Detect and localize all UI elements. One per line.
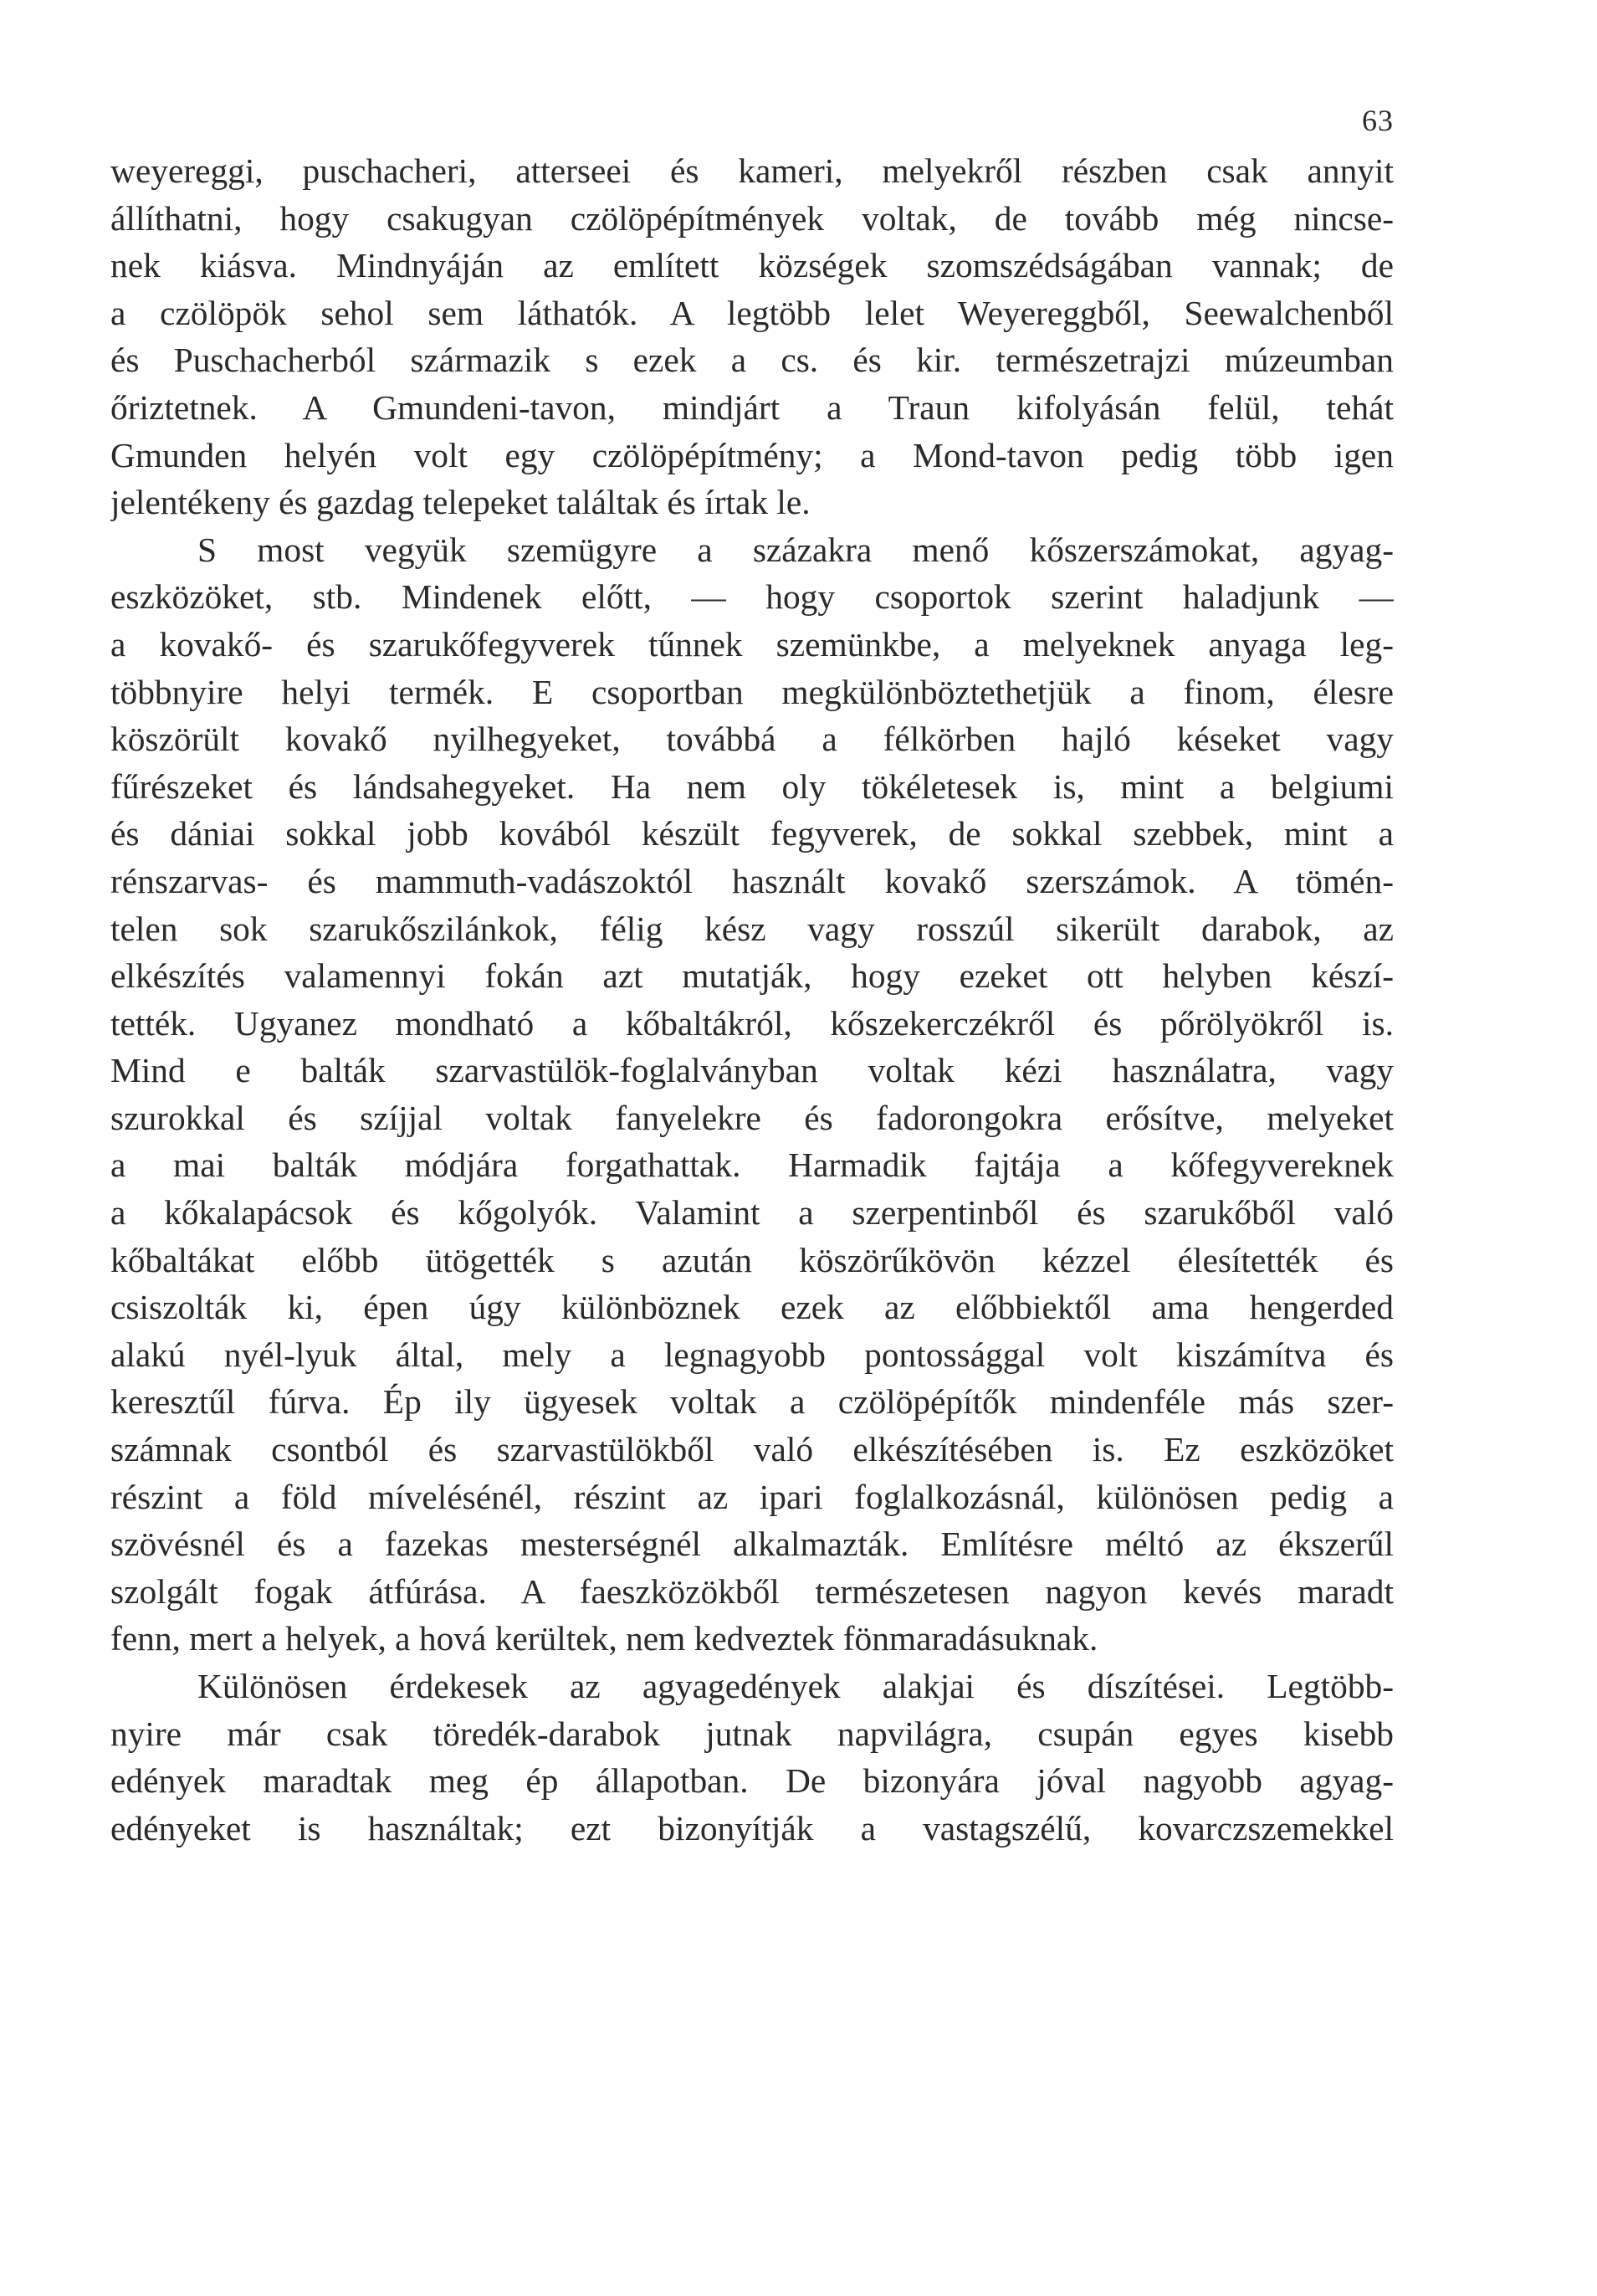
- text-line: Különösen érdekesek az agyagedények alakjai és díszítései. Legtöbb-: [197, 1667, 1394, 1705]
- text-line: jelentékeny és gazdag telepeket találtak és írtak le.: [110, 483, 811, 522]
- text-line: telen sok szarukőszilánkok, félig kész vagy rosszúl sikerült darabok, az: [110, 909, 1394, 948]
- text-line: és dániai sokkal jobb kovából készült fegyverek, de sokkal szebbek, mint a: [110, 814, 1394, 853]
- body-text: [110, 147, 1394, 1852]
- text-line: a mai balták módjára forgathattak. Harmadik fajtája a kőfegyvereknek: [110, 1145, 1394, 1185]
- text-line: fűrészeket és lándsahegyeket. Ha nem oly tökéletesek is, mint a belgiumi: [110, 766, 1394, 806]
- text-line: nyire már csak töredék-darabok jutnak napvilágra, csupán egyes kisebb: [110, 1714, 1394, 1753]
- text-line: edények maradtak meg ép állapotban. De bizonyára jóval nagyobb agyag-: [110, 1761, 1394, 1801]
- text-line: számnak csontból és szarvastülökből való elkészítésében is. Ez eszközöket: [110, 1430, 1394, 1469]
- text-line: köszörült kovakő nyilhegyeket, továbbá a félkörben hajló késeket vagy: [110, 720, 1394, 759]
- text-line: rénszarvas- és mammuth-vadászoktól használt kovakő szerszámok. A tömén-: [110, 861, 1394, 900]
- text-line: szövésnél és a fazekas mesterségnél alkalmazták. Említésre méltó az ékszerűl: [110, 1525, 1394, 1564]
- text-line: a kovakő- és szarukőfegyverek tűnnek szemünkbe, a melyeknek anyaga leg-: [110, 624, 1394, 664]
- text-line: részint a föld mívelésénél, részint az ipari foglalkozásnál, különösen pedig a: [110, 1477, 1394, 1516]
- text-line: edényeket is használtak; ezt bizonyítják a vastagszélű, kovarczszemekkel: [110, 1808, 1394, 1848]
- text-line: őriztetnek. A Gmundeni-tavon, mindjárt a Traun kifolyásán felül, tehát: [110, 387, 1394, 427]
- text-line: többnyire helyi termék. E csoportban megkülönböztethetjük a finom, élesre: [110, 672, 1394, 711]
- page-number: 63: [1362, 104, 1394, 137]
- text-line: elkészítés valamennyi fokán azt mutatják, hogy ezeket ott helyben készí-: [110, 956, 1394, 996]
- text-line: S most vegyük szemügyre a százakra menő kőszerszámokat, agyag-: [197, 530, 1394, 569]
- text-line: szolgált fogak átfúrása. A faeszközökből természetesen nagyon kevés maradt: [110, 1571, 1394, 1611]
- text-line: és Puschacherból származik s ezek a cs. és kir. természetrajzi múzeumban: [110, 341, 1394, 380]
- text-line: kőbaltákat előbb ütögették s azután köszörűkövön kézzel élesítették és: [110, 1240, 1394, 1279]
- text-line: tették. Ugyanez mondható a kőbaltákról, kőszekerczékről és pőrölyökről is.: [110, 1003, 1394, 1043]
- text-line: alakú nyél-lyuk által, mely a legnagyobb pontossággal volt kiszámítva és: [110, 1335, 1394, 1374]
- text-line: eszközöket, stb. Mindenek előtt, — hogy csoportok szerint haladjunk —: [110, 577, 1394, 617]
- text-line: a kőkalapácsok és kőgolyók. Valamint a szerpentinből és szarukőből való: [110, 1193, 1394, 1233]
- text-line: állíthatni, hogy csakugyan czölöpépítmények voltak, de tovább még nincse-: [110, 198, 1394, 238]
- text-line: fenn, mert a helyek, a hová kerültek, nem kedveztek fönmaradásuknak.: [110, 1619, 1098, 1658]
- text-line: csiszolták ki, épen úgy különböznek ezek az előbbiektől ama hengerded: [110, 1288, 1394, 1327]
- text-line: weyereggi, puschacheri, atterseei és kameri, melyekről részben csak annyit: [110, 151, 1394, 190]
- text-line: Mind e balták szarvastülök-foglalványban voltak kézi használatra, vagy: [110, 1051, 1394, 1090]
- text-line: nek kiásva. Mindnyáján az említett községek szomszédságában vannak; de: [110, 246, 1394, 285]
- text-line: Gmunden helyén volt egy czölöpépítmény; a Mond-tavon pedig több igen: [110, 435, 1394, 474]
- text-line: a czölöpök sehol sem láthatók. A legtöbb lelet Weyereggből, Seewalchenből: [110, 293, 1394, 332]
- text-line: szurokkal és szíjjal voltak fanyelekre és fadorongokra erősítve, melyeket: [110, 1098, 1394, 1137]
- text-line: keresztűl fúrva. Ép ily ügyesek voltak a czölöpépítők mindenféle más szer-: [110, 1382, 1394, 1422]
